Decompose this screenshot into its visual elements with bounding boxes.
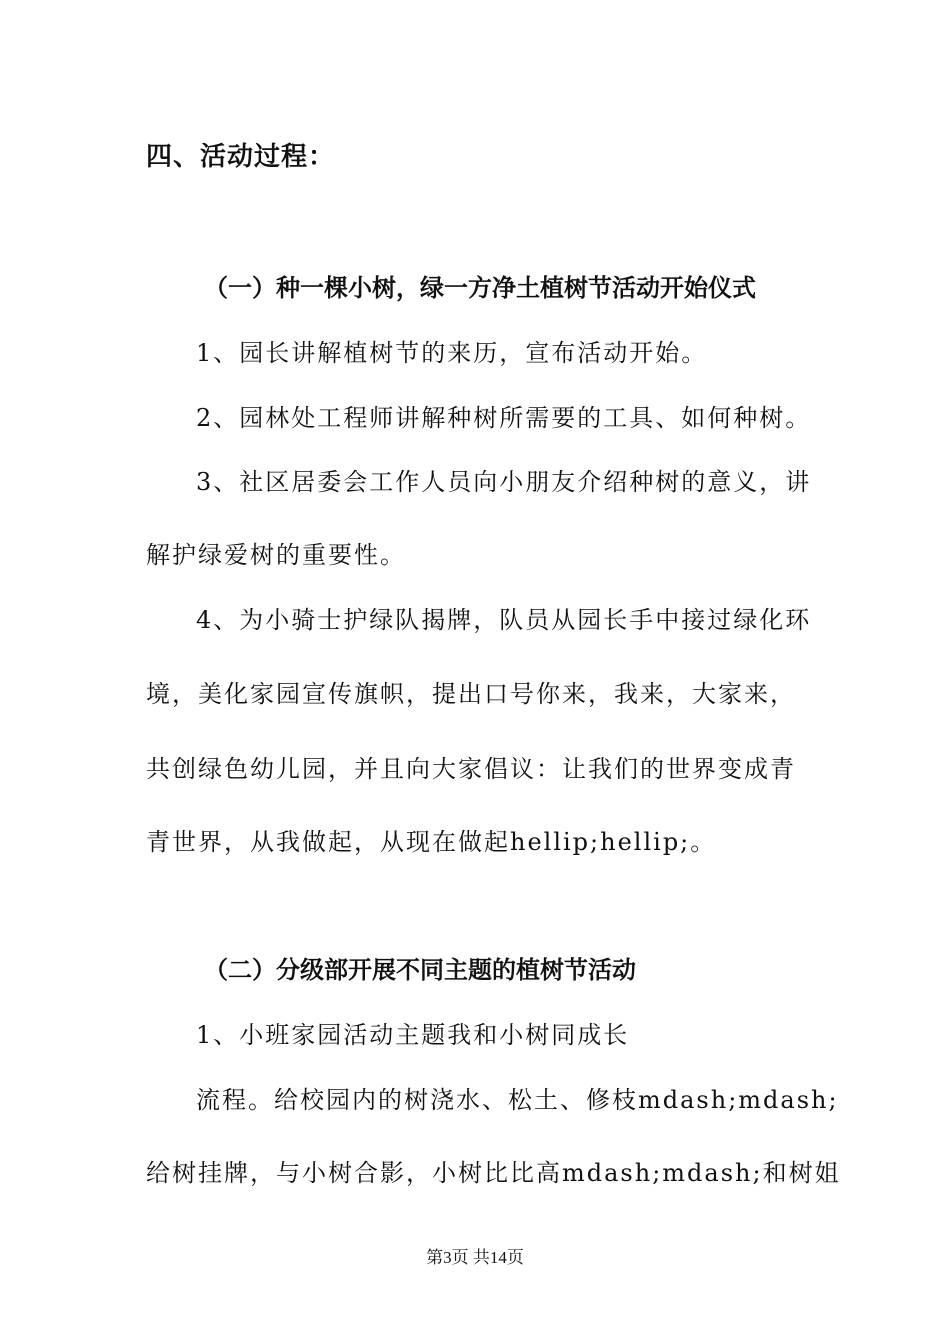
paragraph-line: 流程。给校园内的树浇水、松土、修枝mdash;mdash;: [196, 1086, 839, 1114]
paragraph-line: 3、社区居委会工作人员向小朋友介绍种树的意义，讲: [196, 468, 812, 496]
paragraph-line: 共创绿色幼儿园，并且向大家倡议：让我们的世界变成青: [146, 755, 796, 783]
paragraph-line: 2、园林处工程师讲解种树所需要的工具、如何种树。: [196, 404, 812, 432]
paragraph-line: 1、园长讲解植树节的来历，宣布活动开始。: [196, 339, 708, 367]
paragraph-line: 4、为小骑士护绿队揭牌，队员从园长手中接过绿化环: [196, 606, 812, 634]
part2-heading: （二）分级部开展不同主题的植树节活动: [204, 956, 636, 984]
page-footer: 第3页 共14页: [426, 1248, 524, 1267]
section-title: 四、活动过程：: [146, 142, 336, 172]
paragraph-line: 1、小班家园活动主题我和小树同成长: [196, 1021, 630, 1049]
paragraph-line: 给树挂牌，与小树合影，小树比比高mdash;mdash;和树姐: [146, 1159, 841, 1187]
part1-heading: （一）种一棵小树，绿一方净土植树节活动开始仪式: [204, 274, 756, 302]
paragraph-line: 青世界，从我做起，从现在做起hellip;hellip;。: [146, 828, 717, 856]
paragraph-line: 解护绿爱树的重要性。: [146, 541, 406, 569]
paragraph-line: 境，美化家园宣传旗帜，提出口号你来，我来，大家来，: [146, 680, 796, 708]
